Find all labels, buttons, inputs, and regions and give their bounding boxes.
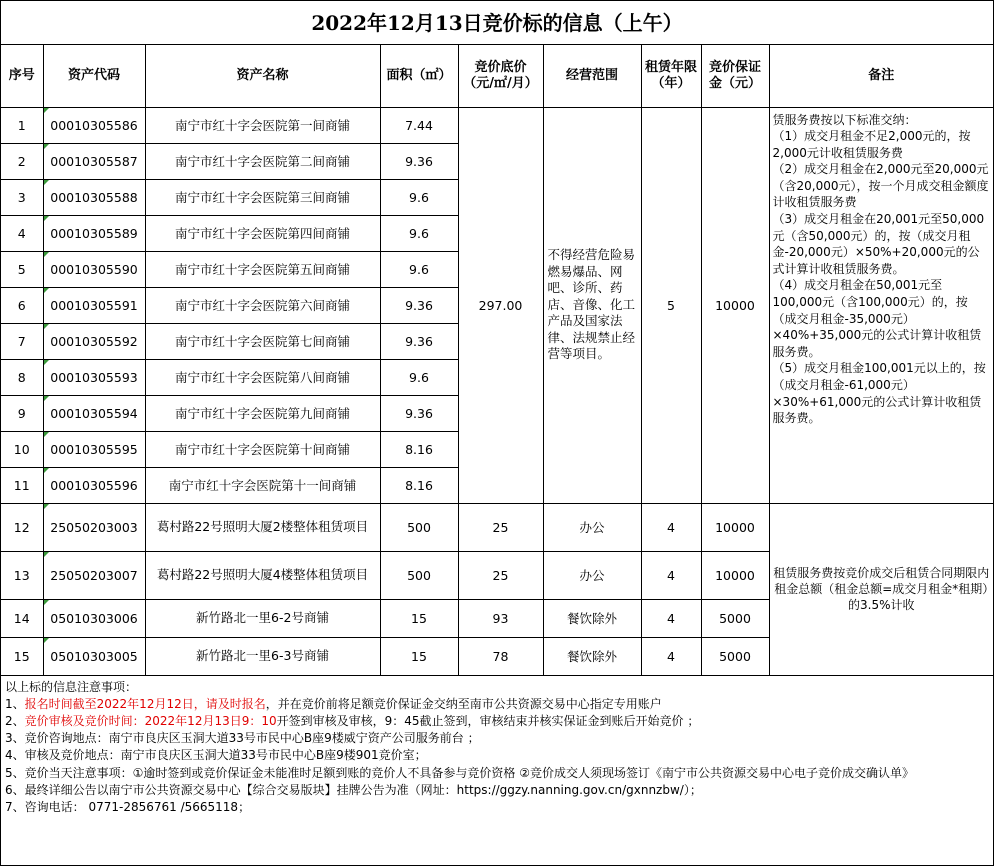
asset-name: 南宁市红十字会医院第六间商铺 [145, 287, 380, 323]
header-row [1, 45, 993, 107]
asset-name: 南宁市红十字会医院第八间商铺 [145, 359, 380, 395]
asset-code: 25050203007 [43, 551, 145, 599]
header-scope: 经营范围 [543, 45, 641, 107]
note-7: 7、咨询电话： 0771-2856761 /5665118； [5, 799, 251, 814]
note-6: 6、最终详细公告以南宁市公共资源交易中心【综合交易版块】挂牌公告为准（网址：https://ggzy.nanning.gov.cn/gxnnzbw/）； [5, 782, 702, 797]
business-scope: 餐饮除外 [543, 637, 641, 675]
asset-code: 00010305591 [43, 287, 145, 323]
lease-term: 4 [641, 637, 701, 675]
reserve-price: 25 [458, 503, 543, 551]
asset-code: 05010303005 [43, 637, 145, 675]
area-value: 9.36 [380, 287, 458, 323]
note-3: 3、竞价咨询地点：南宁市良庆区玉洞大道33号市民中心B座9楼威宁资产公司服务前台 ； [5, 731, 480, 746]
note-1-deadline: 报名时间截至2022年12月12日，请及时报名 [24, 696, 266, 711]
lease-term: 4 [641, 503, 701, 551]
deposit-amount: 5000 [701, 637, 769, 675]
area-value: 9.6 [380, 251, 458, 287]
asset-name: 南宁市红十字会医院第七间商铺 [145, 323, 380, 359]
lease-term: 4 [641, 599, 701, 637]
area-value: 9.36 [380, 395, 458, 431]
business-scope: 餐饮除外 [543, 599, 641, 637]
asset-code: 00010305586 [43, 107, 145, 143]
header-price: 竞价底价（元/㎡/月） [458, 45, 543, 107]
asset-name: 葛村路22号照明大厦2楼整体租赁项目 [145, 503, 380, 551]
asset-code: 00010305592 [43, 323, 145, 359]
asset-code: 00010305595 [43, 431, 145, 467]
note-1-number: 1、 [5, 696, 25, 711]
note-4: 4、审核及竞价地点：南宁市良庆区玉洞大道33号市民中心B座9楼901竞价室； [5, 748, 427, 763]
asset-name: 新竹路北一里6-3号商铺 [145, 637, 380, 675]
asset-code: 00010305588 [43, 179, 145, 215]
header-code: 资产代码 [43, 45, 145, 107]
service-fee-remark: 租赁服务费按竞价成交后租赁合同期限内租金总额（租金总额=成交月租金*租期）的3.5%计收 [769, 503, 993, 675]
asset-name: 南宁市红十字会医院第九间商铺 [145, 395, 380, 431]
row-seq: 15 [1, 637, 43, 675]
deposit-amount: 10000 [701, 107, 769, 503]
area-value: 8.16 [380, 431, 458, 467]
notes-heading: 以上标的信息注意事项： [5, 679, 138, 694]
header-deposit: 竞价保证金（元） [701, 45, 769, 107]
deposit-amount: 10000 [701, 551, 769, 599]
row-seq: 14 [1, 599, 43, 637]
asset-name: 南宁市红十字会医院第二间商铺 [145, 143, 380, 179]
asset-code: 05010303006 [43, 599, 145, 637]
note-2-time: 竞价审核及竞价时间：2022年12月13日9：10 [24, 713, 277, 728]
row-seq: 9 [1, 395, 43, 431]
row-seq: 5 [1, 251, 43, 287]
area-value: 7.44 [380, 107, 458, 143]
note-5: 5、竞价当天注意事项：①逾时签到或竞价保证金未能准时足额到账的竞价人不具备参与竞价资格 ②竞价成交人须现场签订《南宁市公共资源交易中心电子竞价成交确认单》 [5, 765, 914, 780]
row-seq: 13 [1, 551, 43, 599]
asset-name: 南宁市红十字会医院第五间商铺 [145, 251, 380, 287]
row-seq: 12 [1, 503, 43, 551]
asset-code: 25050203003 [43, 503, 145, 551]
reserve-price: 25 [458, 551, 543, 599]
asset-name: 南宁市红十字会医院第三间商铺 [145, 179, 380, 215]
row-seq: 8 [1, 359, 43, 395]
header-area: 面积（㎡） [380, 45, 458, 107]
page-title: 2022年12月13日竞价标的信息（上午） [1, 1, 993, 45]
lease-term: 4 [641, 551, 701, 599]
asset-code: 00010305596 [43, 467, 145, 503]
table-row [1, 503, 993, 551]
service-fee-remark: 赁服务费按以下标准交纳： （1）成交月租金不足2,000元的，按2,000元计收租赁服务费 （2）成交月租金在2,000元至20,000元（含20,000元），按一个月成交租金额度计收租赁服务费 （3）成交月租金在20,001元至50,000元（含50,000元）的，按（成交月租金-20,000元）×50%+20,000元的公式计算计收租赁服务费。 （4）成交月租金在50,001元至100,000元（含100,000元）的，按（成交月租金-35,000元）×40%+35,000元的公式计算计收租赁服务费。 （5）成交月租金100,001元以上的，按（成交月租金-61,000元）×30%+61,000元的公式计算计收租赁服务费。 [769, 107, 993, 503]
reserve-price: 78 [458, 637, 543, 675]
table-row [1, 107, 993, 143]
asset-name: 南宁市红十字会医院第十间商铺 [145, 431, 380, 467]
area-value: 9.6 [380, 359, 458, 395]
area-value: 9.36 [380, 323, 458, 359]
row-seq: 10 [1, 431, 43, 467]
area-value: 500 [380, 503, 458, 551]
asset-code: 00010305587 [43, 143, 145, 179]
area-value: 9.6 [380, 215, 458, 251]
row-seq: 6 [1, 287, 43, 323]
note-2 [5, 713, 989, 730]
area-value: 8.16 [380, 467, 458, 503]
reserve-price: 297.00 [458, 107, 543, 503]
row-seq: 11 [1, 467, 43, 503]
asset-name: 南宁市红十字会医院第一间商铺 [145, 107, 380, 143]
asset-name: 南宁市红十字会医院第十一间商铺 [145, 467, 380, 503]
note-2-text: 开签到审核及审核，9：45截止签到，审核结束并核实保证金到账后开始竞价 ； [276, 713, 700, 728]
note-1-text: ，并在竞价前将足额竞价保证金交纳至南市公共资源交易中心指定专用账户 [265, 696, 662, 711]
business-scope: 不得经营危险易燃易爆品、网吧、诊所、药店、音像、化工产品及国家法律、法规禁止经营等项目。 [543, 107, 641, 503]
business-scope: 办公 [543, 551, 641, 599]
header-seq: 序号 [1, 45, 43, 107]
area-value: 500 [380, 551, 458, 599]
area-value: 15 [380, 599, 458, 637]
business-scope: 办公 [543, 503, 641, 551]
note-1 [5, 696, 989, 713]
note-2-number: 2、 [5, 713, 25, 728]
deposit-amount: 10000 [701, 503, 769, 551]
row-seq: 1 [1, 107, 43, 143]
asset-name: 葛村路22号照明大厦4楼整体租赁项目 [145, 551, 380, 599]
area-value: 15 [380, 637, 458, 675]
bid-table [1, 45, 993, 676]
area-value: 9.36 [380, 143, 458, 179]
header-remark: 备注 [769, 45, 993, 107]
asset-code: 00010305590 [43, 251, 145, 287]
header-term: 租赁年限（年） [641, 45, 701, 107]
deposit-amount: 5000 [701, 599, 769, 637]
asset-code: 00010305594 [43, 395, 145, 431]
row-seq: 2 [1, 143, 43, 179]
row-seq: 4 [1, 215, 43, 251]
row-seq: 3 [1, 179, 43, 215]
reserve-price: 93 [458, 599, 543, 637]
asset-name: 新竹路北一里6-2号商铺 [145, 599, 380, 637]
notes-section [1, 676, 993, 817]
row-seq: 7 [1, 323, 43, 359]
area-value: 9.6 [380, 179, 458, 215]
asset-name: 南宁市红十字会医院第四间商铺 [145, 215, 380, 251]
header-name: 资产名称 [145, 45, 380, 107]
lease-term: 5 [641, 107, 701, 503]
asset-code: 00010305589 [43, 215, 145, 251]
asset-code: 00010305593 [43, 359, 145, 395]
